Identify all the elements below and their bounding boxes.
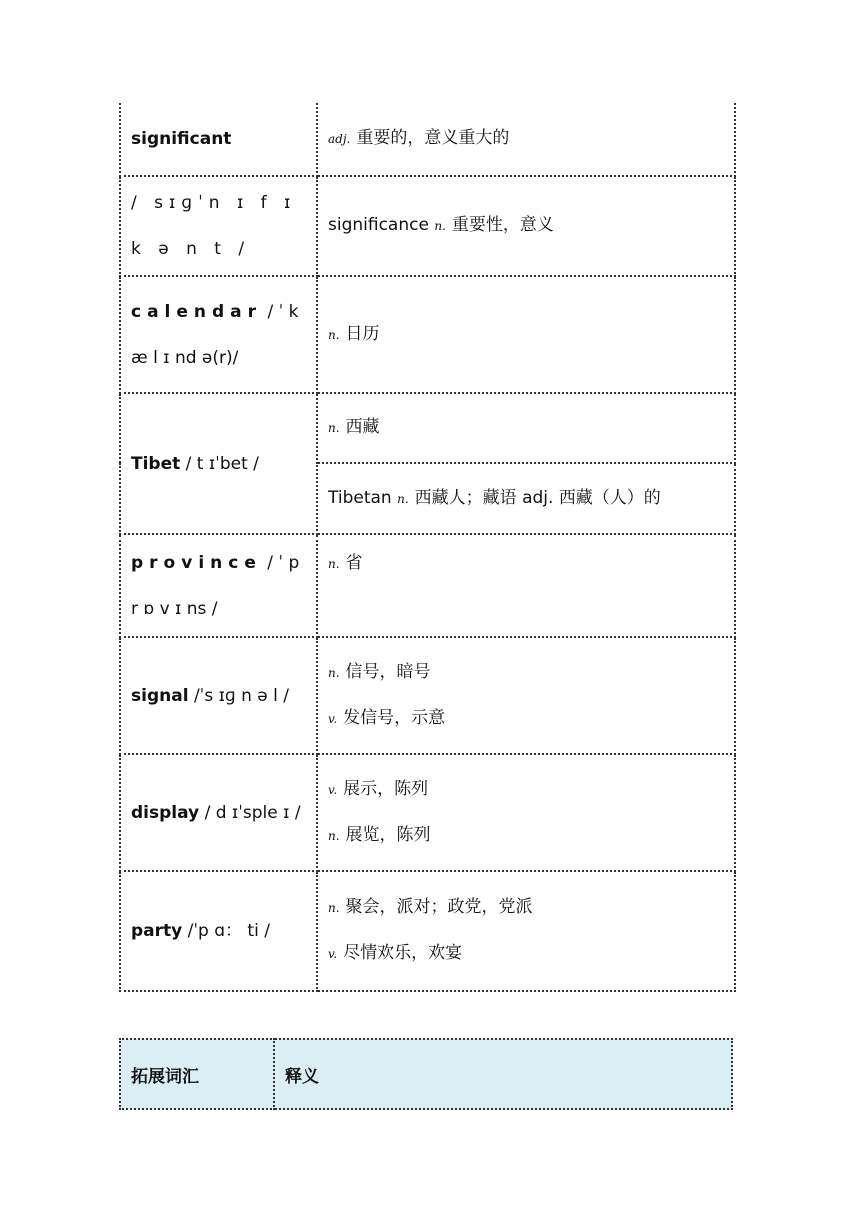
- column-header-meaning: 释义: [274, 1039, 732, 1109]
- headword: Tibet: [131, 453, 181, 474]
- meaning-cell: [317, 276, 735, 393]
- meaning-text: 尽情欢乐，欢宴: [343, 943, 463, 963]
- meaning-text: 展示，陈列: [343, 778, 429, 799]
- part-of-speech: v.: [328, 711, 338, 726]
- extra-part-of-speech: adj.: [522, 487, 554, 508]
- meaning-cell: [317, 103, 735, 176]
- headword: party: [131, 921, 183, 941]
- phonetic: / sɪɡˈn ɪ f ɪ k ə n t /: [131, 193, 297, 259]
- vocabulary-table: [119, 103, 736, 992]
- part-of-speech: v.: [328, 947, 338, 961]
- meaning-cell: [317, 176, 735, 276]
- part-of-speech: n.: [328, 327, 340, 342]
- table-row: [120, 176, 735, 276]
- derived-word: Tibetan: [328, 487, 392, 508]
- meaning-cell: [317, 637, 735, 754]
- meaning-text: 重要性，意义: [451, 215, 554, 235]
- part-of-speech: n.: [397, 491, 409, 506]
- headword: signal: [131, 685, 189, 706]
- extra-meaning-text: 西藏（人）的: [558, 487, 661, 508]
- meaning-text: 展览，陈列: [345, 824, 431, 845]
- word-cell: [120, 103, 317, 176]
- headword: province: [131, 552, 262, 573]
- derived-word: significance: [328, 215, 429, 235]
- part-of-speech: n.: [328, 421, 340, 435]
- word-cell: [120, 754, 317, 871]
- meaning-text: 西藏: [345, 417, 380, 437]
- table-row: [120, 393, 735, 463]
- headword: significant: [131, 129, 232, 149]
- word-cell: [120, 534, 317, 637]
- table-row: [120, 276, 735, 393]
- word-cell: [120, 637, 317, 754]
- part-of-speech: n.: [328, 665, 340, 680]
- meaning-text: 信号，暗号: [345, 661, 431, 682]
- meaning-cell: [317, 534, 735, 637]
- part-of-speech: n.: [328, 828, 340, 843]
- column-header-extension-words: 拓展词汇: [120, 1039, 274, 1109]
- phonetic: /ˈp ɑ： ti /: [187, 921, 270, 941]
- word-cell: [120, 393, 317, 534]
- table-header-row: [120, 1039, 732, 1109]
- phonetic: / ˈ k æ l ɪ nd ə(r)/: [131, 301, 299, 368]
- part-of-speech: n.: [328, 901, 340, 915]
- table-row: [120, 871, 735, 991]
- word-cell: [120, 871, 317, 991]
- part-of-speech: n.: [434, 219, 446, 233]
- phonetic: / ˈ p r ɒ v ɪ ns /: [131, 552, 300, 619]
- headword: display: [131, 802, 200, 823]
- meaning-cell: [317, 871, 735, 991]
- table-row: [120, 534, 735, 637]
- word-cell: [120, 176, 317, 276]
- meaning-text: 发信号，示意: [343, 707, 446, 728]
- extension-vocabulary-table: [119, 1038, 733, 1110]
- meaning-cell: [317, 463, 735, 534]
- meaning-cell: [317, 754, 735, 871]
- meaning-cell: [317, 393, 735, 463]
- meaning-text: 省: [345, 553, 363, 573]
- phonetic: /ˈs ɪɡ n ə l /: [193, 685, 290, 706]
- meaning-text: 西藏人；藏语: [414, 487, 517, 508]
- word-cell: [120, 276, 317, 393]
- phonetic: / t ɪˈbet /: [185, 453, 259, 474]
- table-row: [120, 754, 735, 871]
- meaning-text: 聚会，派对；政党，党派: [345, 897, 533, 917]
- meaning-text: 重要的，意义重大的: [356, 128, 510, 148]
- part-of-speech: n.: [328, 557, 340, 571]
- meaning-text: 日历: [345, 323, 380, 344]
- phonetic: / d ɪˈsple ɪ /: [204, 802, 301, 823]
- table-row: [120, 637, 735, 754]
- part-of-speech: adj.: [328, 132, 351, 146]
- part-of-speech: v.: [328, 782, 338, 797]
- table-row: [120, 103, 735, 176]
- headword: calendar: [131, 301, 263, 322]
